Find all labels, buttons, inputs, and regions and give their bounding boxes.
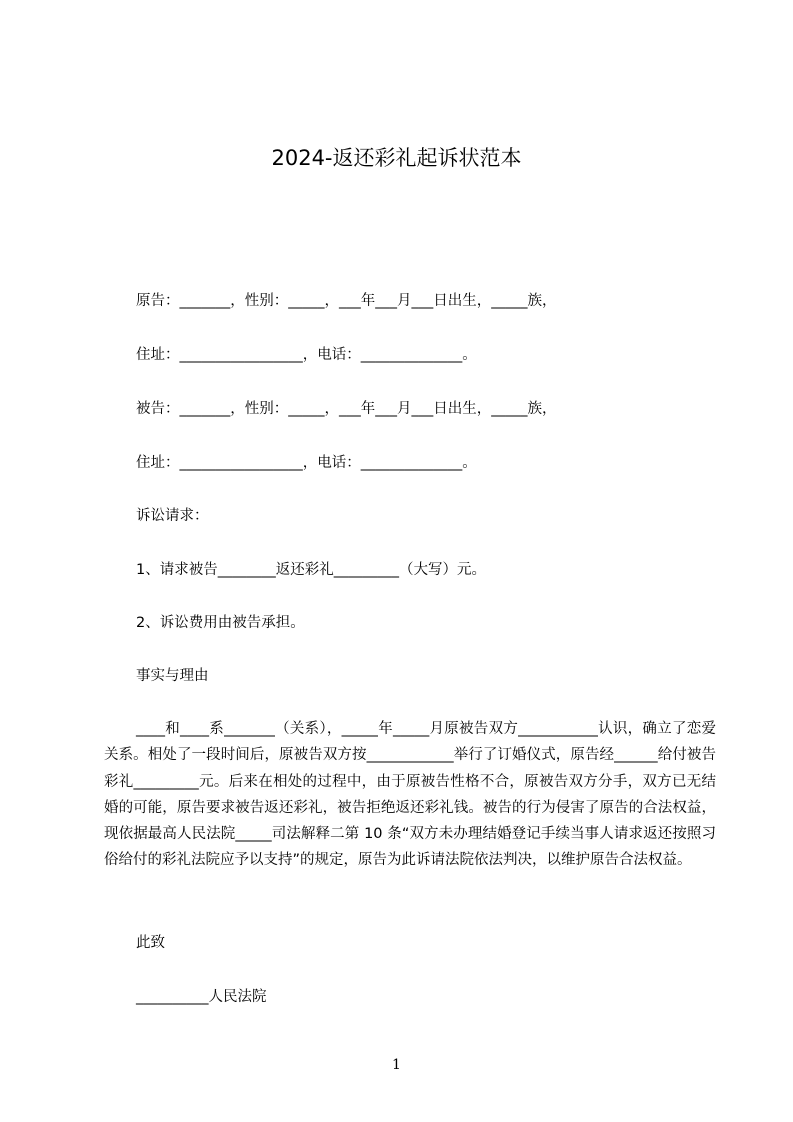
defendant-address-line: 住址：_________________，电话：______________。	[136, 455, 477, 471]
claims-heading: 诉讼请求：	[136, 508, 209, 524]
defendant-info-line: 被告：_______，性别：_____，___年___月___日出生，_____族，	[136, 401, 557, 417]
claim-item-2: 2、诉讼费用由被告承担。	[136, 615, 305, 631]
court-line: __________人民法院	[136, 989, 267, 1005]
closing-salutation: 此致	[136, 935, 165, 951]
plaintiff-info-line: 原告：_______，性别：_____，___年___月___日出生，_____族，	[136, 293, 557, 309]
facts-heading: 事实与理由	[136, 668, 209, 684]
claim-item-1: 1、请求被告________返还彩礼_________（大写）元。	[136, 562, 486, 578]
page-number: 1	[392, 1057, 401, 1073]
document-title: 2024-返还彩礼起诉状范本	[271, 146, 522, 170]
facts-paragraph: ____和____系_______（关系），_____年_____月原被告双方___________认识，确立了恋爱关系。相处了一段时间后，原被告双方按____________举行了订婚仪式，原告经______给付被告彩礼_________元。后来在相处的过程中，由于原被告性格不合，原被告双方分手，双方已无结婚的可能，原告要求被告返还彩礼，被告拒绝返还彩礼钱。被告的行为侵害了原告的合法权益，现依据最高人民法院_____司法解释二第 10 条“双方未办理结婚登记手续当事人请求返还按照习俗给付的彩礼法院应予以支持”的规定，原告为此诉请法院依法判决，以维护原告合法权益。	[104, 721, 716, 869]
plaintiff-address-line: 住址：_________________，电话：______________。	[136, 347, 477, 363]
